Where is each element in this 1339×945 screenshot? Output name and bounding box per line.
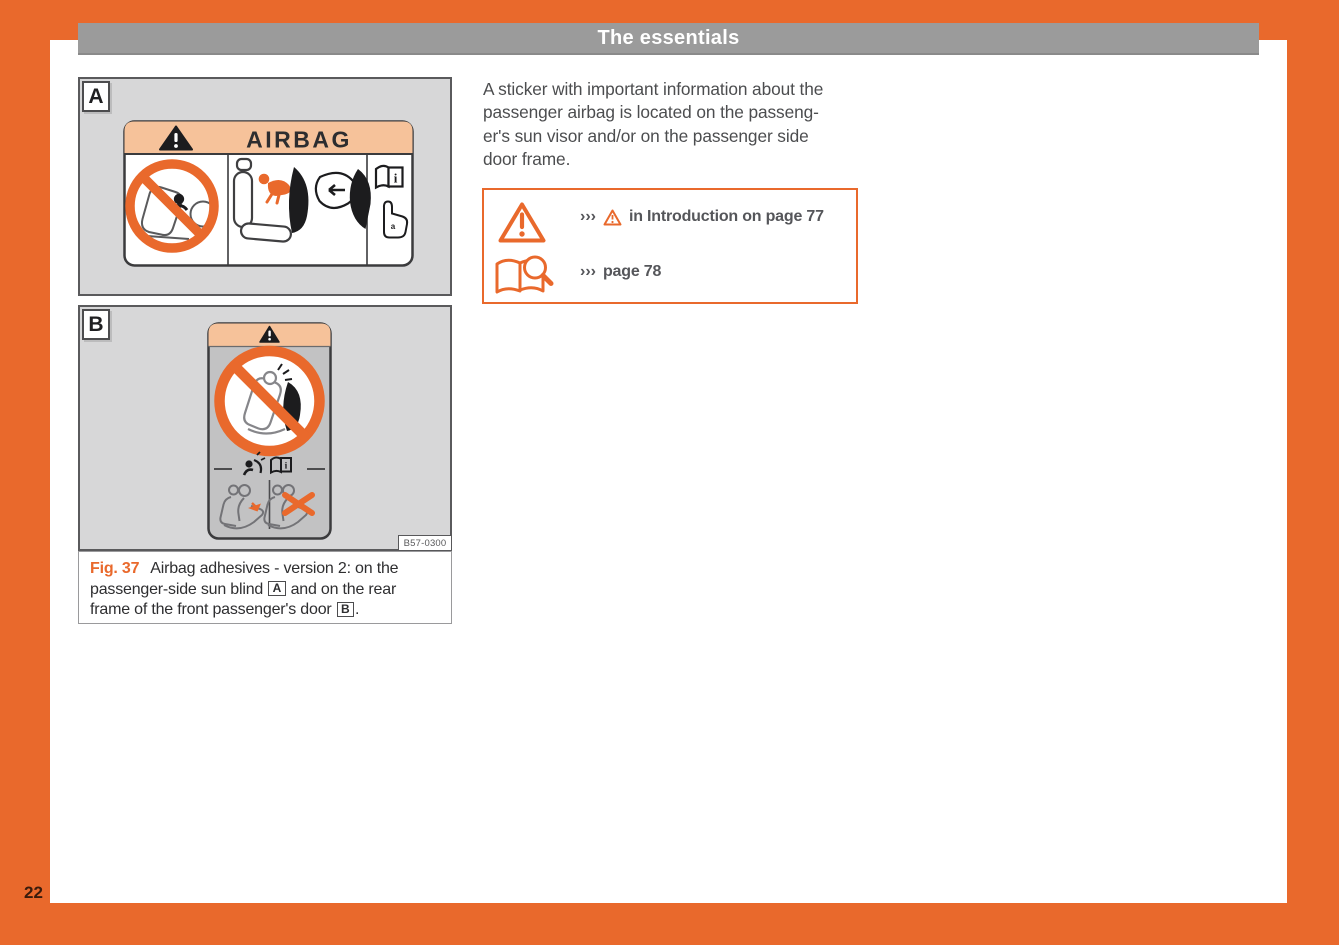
figure-panel-a — [78, 77, 452, 296]
svg-text:i: i — [284, 461, 288, 472]
chevrons: ››› — [580, 208, 596, 225]
reference-box — [482, 188, 858, 304]
paragraph-line: er's sun visor and/or on the passenger side — [483, 125, 809, 146]
airbag-sticker-a — [123, 120, 414, 267]
svg-text:a: a — [390, 222, 396, 231]
reference-text: in Introduction on page 77 — [628, 208, 824, 225]
paragraph-line: door frame. — [483, 149, 571, 170]
body-paragraph — [483, 78, 863, 172]
figure-panel-b — [78, 305, 452, 551]
caption-text-5: . — [355, 601, 360, 618]
manual-book-icon — [376, 166, 403, 188]
figure-image-code: B57-0300 — [398, 535, 452, 551]
reference-text: page 78 — [602, 263, 662, 280]
fig-number-label: Fig. 37 — [90, 560, 140, 577]
paragraph-line: A sticker with important information about the — [483, 79, 824, 99]
page-title: The essentials — [597, 26, 740, 49]
caption-text-4: frame of the front passenger's door — [90, 601, 332, 618]
header-bar — [78, 23, 1259, 55]
airbag-band-text: AIRBAG — [246, 126, 352, 153]
caption-key-b: B — [337, 602, 354, 617]
svg-text:i: i — [393, 170, 398, 186]
caption-text-2: passenger-side sun blind — [90, 580, 264, 598]
paragraph-line: passenger airbag is located on the passeng- — [483, 102, 819, 123]
caption-key-a: A — [268, 581, 285, 596]
reference-row-1 — [580, 190, 824, 244]
panel-b-label: B — [82, 309, 110, 340]
caption-text-1: Airbag adhesives - version 2: on the — [150, 560, 399, 577]
figure-caption — [78, 551, 452, 624]
panel-a-label: A — [82, 81, 110, 112]
page-number: 22 — [24, 883, 43, 902]
caption-text-3: and on the rear — [290, 580, 397, 598]
reference-row-2 — [580, 248, 661, 296]
airbag-sticker-b — [207, 322, 332, 540]
book-pictogram — [271, 457, 291, 472]
inline-warning-triangle-icon — [603, 209, 622, 226]
chevrons: ››› — [580, 263, 596, 280]
warning-triangle-icon — [497, 201, 547, 244]
book-magnifier-icon — [493, 252, 557, 300]
